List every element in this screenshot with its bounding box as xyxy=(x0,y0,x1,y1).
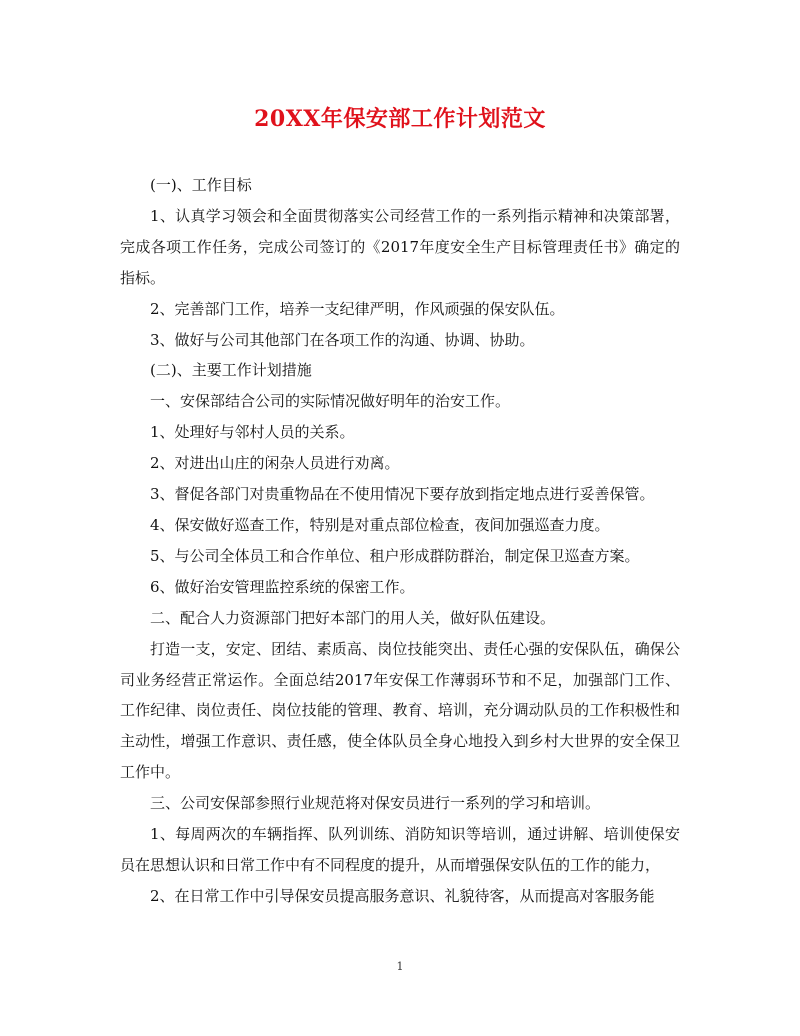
paragraph-measure-1: 一、安保部结合公司的实际情况做好明年的治安工作。 xyxy=(150,392,511,411)
paragraph-measure-1-2: 2、对进出山庄的闲杂人员进行劝离。 xyxy=(150,454,400,473)
paragraph-measure-3: 三、公司安保部参照行业规范将对保安员进行一系列的学习和培训。 xyxy=(150,794,601,813)
paragraph-measure-3-2: 2、在日常工作中引导保安员提高服务意识、礼貌待客，从而提高对客服务能 xyxy=(150,886,655,905)
page-number: 1 xyxy=(396,960,404,973)
paragraph-goal-1: 1、认真学习领会和全面贯彻落实公司经营工作的一系列指示精神和决策部署，完成各项工作任务，完成公司签订的《2017年度安全生产目标管理责任书》确定的指标。 xyxy=(120,206,680,287)
paragraph-measure-3-1: 1、每周两次的车辆指挥、队列训练、消防知识等培训，通过讲解、培训使保安员在思想认识和日常工作中有不同程度的提升，从而增强保安队伍的工作的能力， xyxy=(120,825,680,874)
section-heading-measures: (二)、主要工作计划措施 xyxy=(150,361,312,380)
section-heading-goals: (一)、工作目标 xyxy=(150,176,252,194)
document-title: 20XX年保安部工作计划范文 xyxy=(254,106,546,132)
paragraph-measure-2: 二、配合人力资源部门把好本部门的用人关，做好队伍建设。 xyxy=(150,608,556,627)
document-body xyxy=(120,170,680,912)
paragraph-goal-2: 2、完善部门工作，培养一支纪律严明，作风顽强的保安队伍。 xyxy=(150,299,565,318)
paragraph-measure-2-detail: 打造一支，安定、团结、素质高、岗位技能突出、责任心强的安保队伍，确保公司业务经营正常运作。全面总结2017年安保工作薄弱环节和不足，加强部门工作、工作纪律、岗位责任、岗位技能的管理、教育、培训，充分调动队员的工作积极性和主动性，增强工作意识、责任感，使全体队员全身心地投入到乡村大世界的安全保卫工作中。 xyxy=(120,639,680,782)
paragraph-measure-1-1: 1、处理好与邻村人员的关系。 xyxy=(150,423,355,442)
paragraph-measure-1-5: 5、与公司全体员工和合作单位、租户形成群防群治，制定保卫巡查方案。 xyxy=(150,546,640,565)
paragraph-measure-1-6: 6、做好治安管理监控系统的保密工作。 xyxy=(150,577,415,596)
paragraph-goal-3: 3、做好与公司其他部门在各项工作的沟通、协调、协助。 xyxy=(150,330,535,349)
paragraph-measure-1-4: 4、保安做好巡查工作，特别是对重点部位检查，夜间加强巡查力度。 xyxy=(150,515,610,534)
paragraph-measure-1-3: 3、督促各部门对贵重物品在不使用情况下要存放到指定地点进行妥善保管。 xyxy=(150,485,655,504)
